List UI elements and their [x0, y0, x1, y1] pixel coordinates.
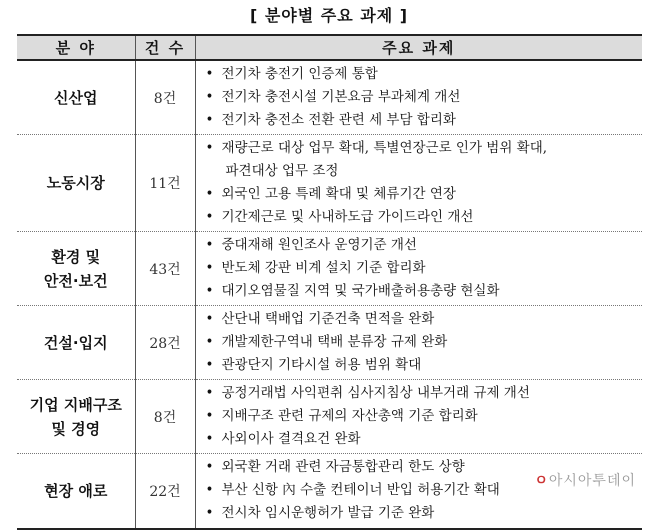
- task-list: [204, 308, 639, 377]
- task-text: 외국환 거래 관련 자금통합관리 한도 상향: [221, 459, 465, 476]
- tasks-cell: [195, 306, 642, 380]
- table-row: [17, 135, 642, 232]
- bullet-icon: •: [205, 357, 214, 373]
- task-item: [204, 137, 639, 183]
- header-tasks: 주요 과제: [195, 35, 642, 60]
- field-cell: [17, 306, 135, 380]
- task-text: 부산 신항 內 수출 컨테이너 반입 허용기간 확대: [221, 482, 500, 499]
- field-cell: [17, 60, 135, 135]
- field-label: 노동시장: [46, 174, 105, 192]
- table-row: [17, 232, 642, 306]
- count-cell: 28건: [135, 306, 195, 380]
- bullet-icon: •: [205, 334, 214, 350]
- bullet-icon: •: [205, 459, 214, 476]
- table-title: [ 분야별 주요 과제 ]: [249, 6, 409, 25]
- field-cell: [17, 232, 135, 306]
- header-field: 분 야: [17, 35, 135, 60]
- task-item: [204, 63, 639, 86]
- task-list: [204, 63, 639, 132]
- table-row: [17, 306, 642, 380]
- bullet-icon: •: [205, 186, 214, 202]
- field-label: 신산업: [54, 88, 98, 107]
- bullet-icon: •: [205, 505, 214, 522]
- bullet-icon: •: [205, 140, 214, 156]
- tasks-cell: [195, 232, 642, 306]
- task-text: 지배구조 관련 규제의 자산총액 기준 합리화: [221, 408, 478, 424]
- task-text: 공정거래법 사익편취 심사지침상 내부거래 규제 개선: [221, 385, 530, 401]
- header-count: 건 수: [135, 35, 195, 60]
- task-item: [204, 502, 639, 525]
- task-text: 관광단지 기타시설 허용 범위 확대: [221, 357, 422, 373]
- tasks-cell: [195, 135, 642, 232]
- field-label: 및 경영: [51, 419, 101, 438]
- table-body: [17, 60, 642, 529]
- bullet-icon: •: [205, 260, 214, 276]
- task-text: 기간제근로 및 사내하도급 가이드라인 개선: [221, 209, 474, 225]
- task-text: 재량근로 대상 업무 확대, 특별연장근로 인가 범위 확대,: [221, 140, 548, 156]
- bullet-icon: •: [205, 311, 214, 327]
- bullet-icon: •: [205, 385, 214, 401]
- bullet-icon: •: [205, 431, 214, 447]
- task-item: [204, 405, 639, 428]
- task-item: [204, 428, 639, 451]
- count-cell: 8건: [135, 380, 195, 454]
- bullet-icon: •: [205, 89, 214, 105]
- tasks-cell: [195, 60, 642, 135]
- table-row: [17, 60, 642, 135]
- task-item: [204, 331, 639, 354]
- task-list: [204, 137, 639, 229]
- bullet-icon: •: [205, 283, 214, 299]
- task-text: 파견대상 업무 조정: [225, 163, 339, 179]
- task-item: [204, 382, 639, 405]
- task-text: 전시차 임시운행허가 발급 기준 완화: [221, 505, 435, 522]
- task-text: 개발제한구역내 택배 분류장 규제 완화: [221, 334, 448, 350]
- count-cell: 43건: [135, 232, 195, 306]
- tasks-cell: [195, 380, 642, 454]
- field-label: 기업 지배구조: [29, 395, 122, 414]
- field-cell: [17, 380, 135, 454]
- watermark-logo-icon: ㅇ: [534, 473, 549, 489]
- task-text: 전기차 충전시설 기본요금 부과체계 개선: [221, 89, 461, 105]
- task-list: [204, 382, 639, 451]
- task-item: [204, 183, 639, 206]
- count-cell: 22건: [135, 454, 195, 529]
- task-item: [204, 308, 639, 331]
- header-row: [17, 35, 642, 60]
- bullet-icon: •: [205, 408, 214, 424]
- count-cell: 11건: [135, 135, 195, 232]
- task-text: 전기차 충전기 인증제 통합: [221, 66, 378, 82]
- task-text: 외국인 고용 특례 확대 및 체류기간 연장: [221, 186, 456, 202]
- watermark: [534, 470, 636, 490]
- field-cell: [17, 135, 135, 232]
- task-item: [204, 280, 639, 303]
- watermark-text: 아시아투데이: [548, 473, 636, 489]
- count-cell: 8건: [135, 60, 195, 135]
- tasks-cell: [195, 454, 642, 529]
- field-label: 건설·입지: [43, 333, 108, 352]
- bullet-icon: •: [205, 482, 214, 499]
- task-item: [204, 234, 639, 257]
- task-list: [204, 234, 639, 303]
- bullet-icon: •: [205, 237, 214, 253]
- task-text: 중대재해 원인조사 운영기준 개선: [221, 237, 417, 253]
- task-text: 대기오염물질 지역 및 국가배출허용총량 현실화: [221, 283, 500, 299]
- task-list: [204, 456, 639, 525]
- task-text: 사외이사 결격요건 완화: [221, 431, 361, 447]
- task-text: 산단내 택배업 기준건축 면적을 완화: [221, 311, 435, 327]
- task-text: 전기차 충전소 전환 관련 세 부담 합리화: [221, 112, 456, 128]
- task-text: 반도체 강판 비계 설치 기준 합리화: [221, 260, 426, 276]
- tasks-table: [17, 34, 642, 530]
- task-item: [204, 109, 639, 132]
- bullet-icon: •: [205, 209, 214, 225]
- task-item: [204, 257, 639, 280]
- field-cell: [17, 454, 135, 529]
- task-item: [204, 354, 639, 377]
- table-row: [17, 380, 642, 454]
- task-item: [204, 206, 639, 229]
- field-label: 현장 애로: [44, 481, 108, 500]
- bullet-icon: •: [205, 66, 214, 82]
- table-row: [17, 454, 642, 529]
- field-label: 안전·보건: [43, 271, 108, 290]
- field-label: 환경 및: [51, 247, 101, 266]
- bullet-icon: •: [205, 112, 214, 128]
- task-item: [204, 86, 639, 109]
